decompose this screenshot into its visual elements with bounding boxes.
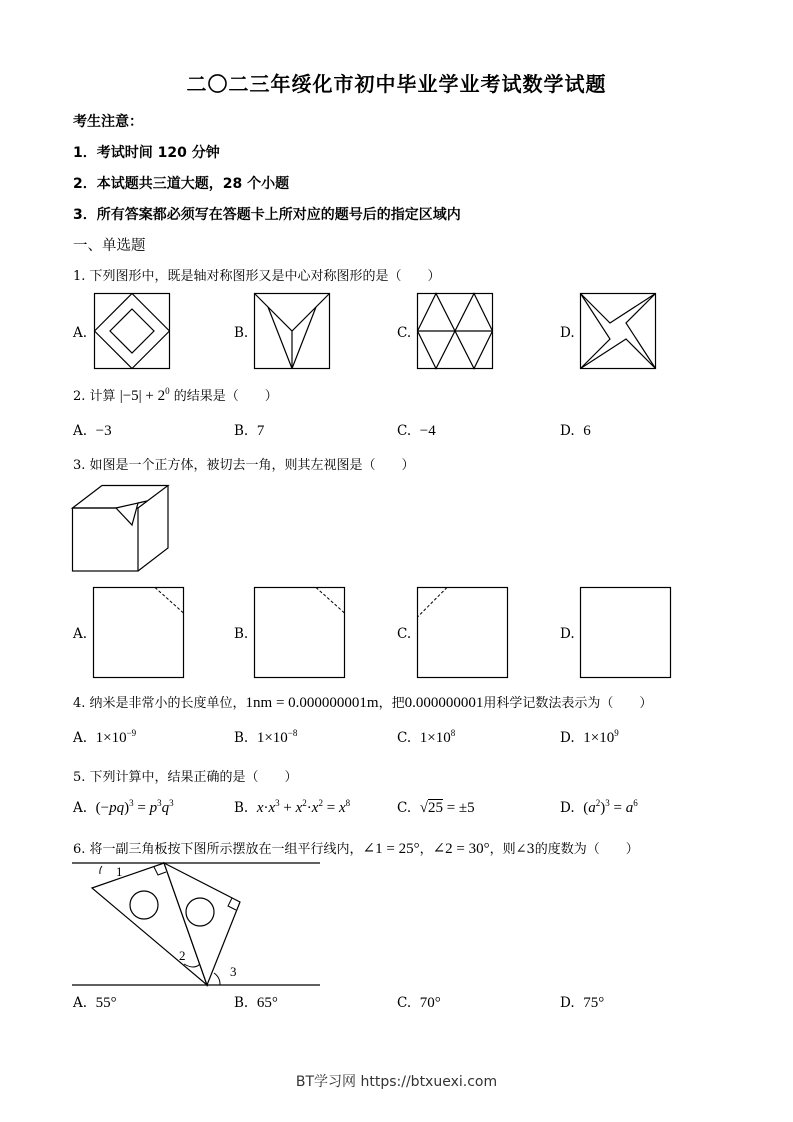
q6-stem: 6. 将一副三角板按下图所示摆放在一组平行线内，∠1 = 25°，∠2 = 30°，则∠3的度数为（ ） — [73, 841, 639, 857]
angle-label-3: 3 — [230, 964, 237, 979]
footer-watermark: BT学习网 https://btxuexi.com — [295, 1074, 498, 1090]
q1-label-a: A. — [73, 325, 88, 341]
q1-label-d: D. — [560, 325, 575, 341]
q2-stem-suffix: 的结果是（ ） — [173, 389, 278, 404]
q1-figure-c — [417, 293, 493, 369]
note-item-2: 2．本试题共三道大题，28 个小题 — [73, 176, 290, 192]
q4-option-a: A. $1\times 10^{-9}$ — [73, 728, 137, 746]
note-item-3: 3．所有答案都必须写在答题卡上所对应的题号后的指定区域内 — [73, 207, 461, 223]
q2-expression: $|-5| + 2^0$ — [119, 386, 170, 404]
q2-stem-prefix: 2. 计算 — [73, 389, 116, 404]
q5-stem: 5. 下列计算中，结果正确的是（ ） — [73, 770, 298, 785]
q5-option-d: D. $(a^2)^3 = a^6$ — [560, 798, 638, 816]
q2-option-a: A. −3 — [73, 423, 112, 439]
q2-stem — [73, 385, 278, 405]
q3-stem: 3. 如图是一个正方体，被切去一角，则其左视图是（ ） — [73, 458, 415, 473]
q3-cube-figure — [72, 485, 172, 575]
q3-figure-c — [417, 587, 509, 679]
q5-option-c: C. √25 = ±5 — [397, 800, 475, 816]
q3-figure-d — [580, 587, 672, 679]
q6-option-d: D. 75° — [560, 995, 605, 1011]
q6-option-a: A. 55° — [73, 995, 117, 1011]
q3-figure-b — [254, 587, 346, 679]
q4-option-b: B. $1\times 10^{-8}$ — [234, 728, 298, 746]
q6-option-c: C. 70° — [397, 995, 441, 1011]
q4-stem: 4. 纳米是非常小的长度单位，1nm = 0.000000001m，把0.000000001用科学记数法表示为（ ） — [73, 695, 653, 711]
notes-heading: 考生注意： — [73, 114, 143, 130]
q2-option-b: B. 7 — [234, 423, 265, 439]
q6-triangle-figure — [72, 860, 322, 990]
q4-option-d: D. $1\times 10^9$ — [560, 728, 619, 746]
page-title: 二〇二三年绥化市初中毕业学业考试数学试题 — [186, 72, 607, 96]
q4-option-c: C. $1\times 10^8$ — [397, 728, 456, 746]
q1-figure-b — [254, 293, 330, 369]
q3-label-d: D. — [560, 626, 575, 642]
q1-label-b: B. — [234, 325, 249, 341]
q1-figure-d — [580, 293, 656, 369]
q2-option-d: D. 6 — [560, 423, 591, 439]
q1-label-c: C. — [397, 325, 412, 341]
q2-option-c: C. −4 — [397, 423, 436, 439]
q5-option-a: A. $(-pq)^3 = p^3q^3$ — [73, 798, 174, 816]
note-item-1: 1．考试时间 120 分钟 — [73, 145, 220, 161]
q1-stem: 1. 下列图形中，既是轴对称图形又是中心对称图形的是（ ） — [73, 269, 441, 284]
q1-figure-a — [94, 293, 170, 369]
angle-label-2: 2 — [179, 948, 186, 963]
q3-label-c: C. — [397, 626, 412, 642]
q3-figure-a — [93, 587, 185, 679]
q5-option-b: B. $x\cdot x^3 + x^2\cdot x^2 = x^8$ — [234, 798, 351, 816]
section-heading: 一、单选题 — [73, 238, 146, 254]
angle-label-1: 1 — [116, 864, 123, 879]
q3-label-a: A. — [73, 626, 88, 642]
q3-label-b: B. — [234, 626, 249, 642]
q6-option-b: B. 65° — [234, 995, 278, 1011]
